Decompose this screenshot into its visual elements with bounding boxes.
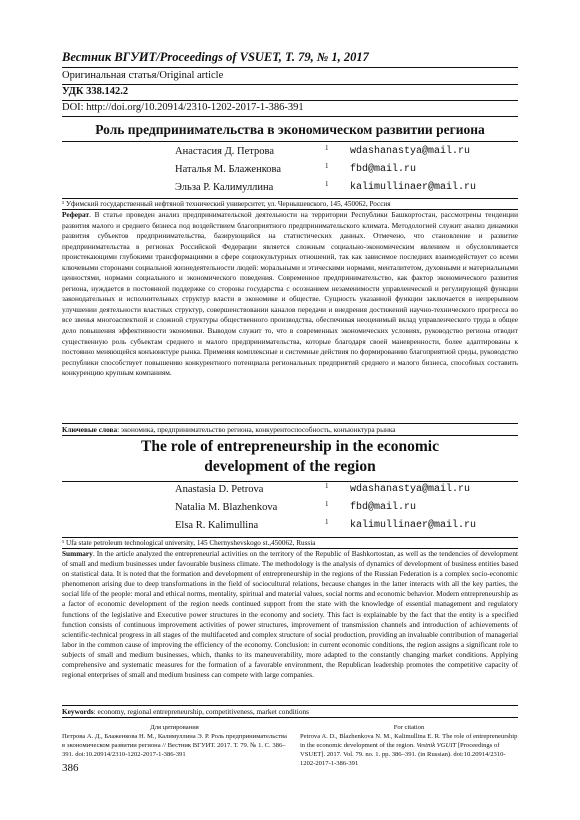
- journal-header: Вестник ВГУИТ/Proceedings of VSUET, Т. 79, № 1, 2017: [62, 50, 518, 68]
- author-name: Эльза Р. Калимуллина: [175, 182, 274, 193]
- affiliation-en: ¹ Ufa state petroleum technological university, 145 Chernyshevskogo st.,450062, Russia: [62, 537, 518, 549]
- keywords-ru: [62, 423, 518, 436]
- author-row: [175, 164, 505, 182]
- abstract-label: Реферат: [62, 210, 90, 219]
- author-row: [175, 484, 505, 502]
- keywords-text: : economy, regional entrepreneurship, competitiveness, market conditions: [93, 707, 309, 716]
- keywords-label: Ключевые слова: [62, 425, 118, 434]
- author-row: [175, 146, 505, 164]
- author-email[interactable]: kalimullinaer@mail.ru: [350, 182, 477, 193]
- author-name: Наталья М. Блаженкова: [175, 164, 281, 175]
- divider: [62, 116, 518, 117]
- affiliation-ru: ¹ Уфимский государственный нефтяной технический университет, ул. Чернышевского, 145, 450062, Россия: [62, 198, 518, 210]
- authors-ru: [175, 146, 505, 200]
- author-row: [175, 520, 505, 538]
- author-email[interactable]: wdashanastya@mail.ru: [350, 146, 471, 157]
- keywords-label: Keywords: [62, 707, 94, 716]
- author-email[interactable]: wdashanastya@mail.ru: [350, 484, 471, 495]
- author-name: Elsa R. Kalimullina: [175, 520, 259, 531]
- author-row: [175, 502, 505, 520]
- citation-heading: For citation: [393, 724, 425, 731]
- keywords-en: [62, 705, 518, 718]
- abstract-text: . In the article analyzed the entrepreneurial activities on the territory of the Republic of Bashkortostan, as well as the tendencies of development of small and medium businesses under favourable business climate. The methodology is the analysis of dynamics of development of business entities based on statistical data. It is noted that the formation and development of entrepreneurship in the regions of the Russian Federation is a complex socio-economic phenomenon arising due to deep transformations in the field of sociocultural relations, because changes in the latter interacts with all the key parties, the social life of the people: moral and ethical norms, mentality, spiritual and material values, social norms and economic behavior. Modern entrepreneurship as a factor of economic development of the region needs continued support from the state with the knowledge of essential management and regulatory functions of the legislative and Executive power structures in the economy and society. This fact is explainable by the fact that the entity is a specified function consists of continuous improvement activities of power structures, improvement of transmission channels and introduction of achievements of scientific-technical progress in all stages of the multifaceted and complex structure of social production, providing an invaluable contribution of managerial labor in the common cause of improving the efficiency of the economy. Conclusion: in current economic conditions, the region assigns a significant role to subjects of small and medium businesses, which, thanks to its maneuverability, more adapted to the constantly changing market conditions. Applying comprehensive and systematic measures for the formation of a favorable environment, the Republican leadership promotes the competitive capacity of regional enterprises of small and medium business can compete with large companies.: [62, 549, 518, 680]
- keywords-text: : экономика, предпринимательство региона, конкурентоспособность, конъюнктура рынка: [117, 425, 396, 434]
- title-en: The role of entrepreneurship in the economic development of the region: [141, 438, 439, 475]
- divider: [62, 481, 518, 482]
- citation-heading: Для цитирования: [150, 724, 199, 731]
- citation-text-start: Petrova A. D., Blazhenkova N. M., Kalimullina E. R. The role of entrepreneurship in the economic development of the region.: [300, 733, 518, 749]
- page-number: 386: [62, 762, 79, 774]
- divider: [62, 100, 518, 101]
- author-email[interactable]: kalimullinaer@mail.ru: [350, 520, 477, 531]
- abstract-text: . В статье проведен анализ предпринимательской деятельности на территории Республики Башкортостан, рассмотрены тенденции развития малого и среднего бизнеса под воздействием благоприятного предпринимательского климата. Методологией служит анализ динамики развития субъектов предпринимательства, базирующийся на статистических данных. Отмечено, что становление и развитие предпринимательства в регионах Российской Федерации является сложным социально-экономическим явлением и обусловливается проистекающими глубокими трансформациями в сфере социокультурных отношений, так как зависимое последних взаимодействует со всеми ключевыми сторонами социальной жизнедеятельности людей: моральными и этическими нормами, менталитетом, духовными и материальными ценностями, нормами социального и экономического поведения. Современное предпринимательство, как фактор экономического развития региона, нуждается в постоянной поддержке со стороны государства с осознанием незаменимости управленческой и регулирующей функции законодательных и исполнительных структур власти в экономике и обществе. Сущность указанной функции заключается в непрерывном улучшении деятельности властных структур, совершенствовании каналов передачи и внедрения достижений научно-технического прогресса во все звенья многоаспектной и сложной структуры общественного производства, обеспечивая неоценимый вклад управленческого труда в общее дело повышения эффективности экономики. Выводом служит то, что в современных экономических условиях, руководство региона отводит существенную роль субъектам среднего и малого предпринимательства, которые благодаря своей маневренности, более адаптированы к постоянно меняющейся конъюнктуре рынка. Применяя комплексные и системные действия по формированию благоприятной среды, руководство республики способствует повышению конкурентного потенциала региональных предприятий среднего и малого бизнеса, способных составить конкуренцию крупным компаниям.: [62, 210, 518, 378]
- doi: DOI: http://doi.org/10.20914/2310-1202-2017-1-386-391: [62, 102, 304, 113]
- citation-text: Петрова А. Д., Блаженкова Н. М., Калимуллина Э. Р. Роль предпринимательства в экономическом развитии региона // Вестник ВГУИТ. 2017. Т. 79. № 1. С. 386–391. doi:10.20914/2310-1202-2017-1-386-391: [62, 733, 287, 758]
- divider: [62, 84, 518, 85]
- citation-text-end: [Proceedings of VSUET]. 2017. Vol. 79. no. 1. pp. 386–391. (in Russian). doi:10.20914/2310-1202-2017-1-386-391: [300, 742, 506, 767]
- abstract-label: Summary: [62, 549, 93, 558]
- abstract-ru: [62, 210, 518, 379]
- abstract-en: [62, 549, 518, 680]
- author-name: Anastasia D. Petrova: [175, 484, 264, 495]
- author-email[interactable]: fbd@mail.ru: [350, 502, 417, 513]
- author-affil-marker: 1: [325, 518, 329, 526]
- author-name: Анастасия Д. Петрова: [175, 146, 274, 157]
- article-type: Оригинальная статья/Original article: [62, 70, 224, 81]
- author-affil-marker: 1: [325, 162, 329, 170]
- author-affil-marker: 1: [325, 500, 329, 508]
- author-email[interactable]: fbd@mail.ru: [350, 164, 417, 175]
- citation-journal: Vestnik VGUIT: [416, 742, 457, 749]
- authors-en: [175, 484, 505, 538]
- citation-en: [300, 723, 518, 768]
- author-affil-marker: 1: [325, 144, 329, 152]
- citation-text: [300, 732, 518, 768]
- divider: [62, 141, 518, 142]
- author-affil-marker: 1: [325, 482, 329, 490]
- citation-ru: [62, 723, 287, 759]
- author-name: Natalia M. Blazhenkova: [175, 502, 278, 513]
- title-ru: Роль предпринимательства в экономическом развитии региона: [95, 122, 485, 137]
- author-affil-marker: 1: [325, 180, 329, 188]
- udk: УДК 338.142.2: [62, 86, 129, 97]
